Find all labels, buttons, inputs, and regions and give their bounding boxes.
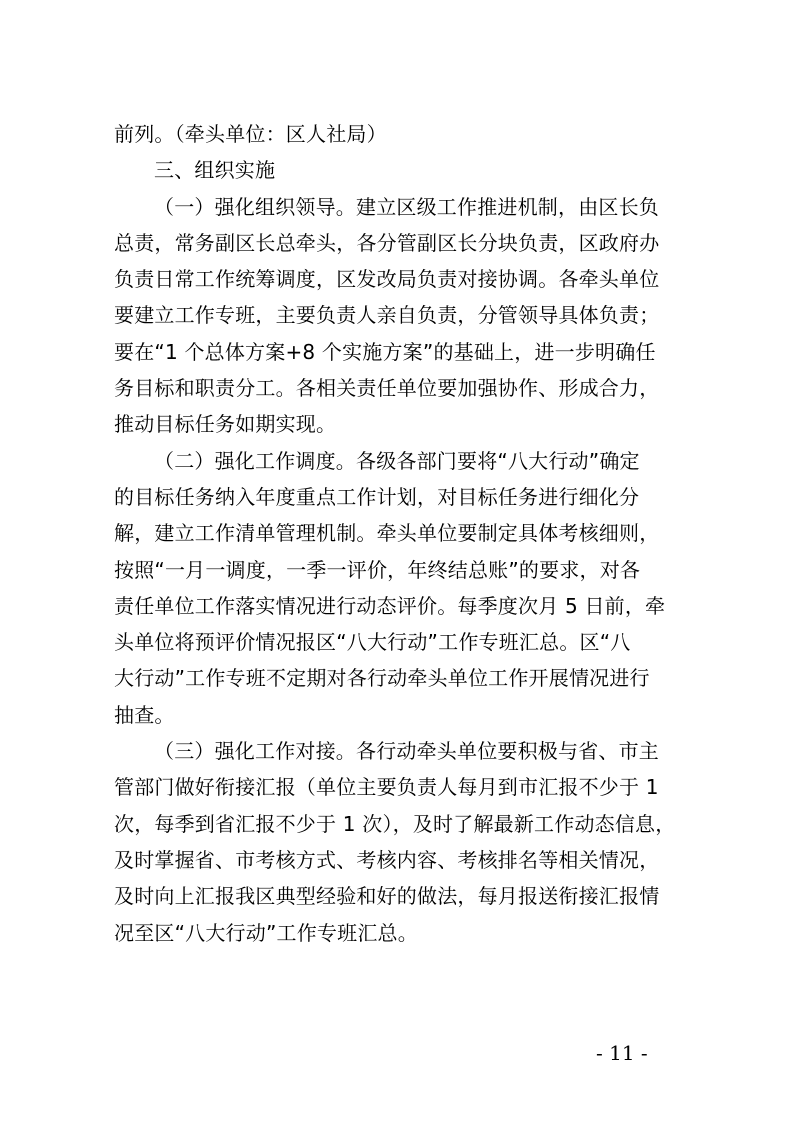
text-line: 务目标和职责分工。各相关责任单位要加强协作、形成合力，	[114, 376, 660, 401]
section-heading: 三、组织实施	[154, 158, 276, 183]
text-line: 及时掌握省、市考核方式、考核内容、考核排名等相关情况，	[114, 847, 660, 872]
text-line: 的目标任务纳入年度重点工作计划，对目标任务进行细化分	[114, 484, 640, 509]
text-line: 抽查。	[114, 702, 175, 727]
text-line: 推动目标任务如期实现。	[114, 412, 337, 437]
text-line: 况至区“八大行动”工作专班汇总。	[114, 920, 418, 945]
text-line: 责任单位工作落实情况进行动态评价。每季度次月 5 日前，牵	[114, 593, 666, 618]
text-line: 按照“一月一调度，一季一评价，年终结总账”的要求，对各	[114, 557, 641, 582]
text-line: 头单位将预评价情况报区“八大行动”工作专班汇总。区“八	[114, 630, 631, 655]
paragraph-heading-line: （三）强化工作对接。各行动牵头单位要积极与省、市主	[154, 739, 659, 764]
body-text	[114, 116, 704, 951]
text-line: 要建立工作专班，主要负责人亲自负责，分管领导具体负责；	[114, 303, 660, 328]
page-number: - 11 -	[596, 1041, 648, 1065]
text-line: 及时向上汇报我区典型经验和好的做法，每月报送衔接汇报情	[114, 884, 660, 909]
paragraph-heading-line: （二）强化工作调度。各级各部门要将“八大行动”确定	[154, 448, 640, 473]
text-line: 负责日常工作统筹调度，区发改局负责对接协调。各牵头单位	[114, 267, 660, 292]
text-line: 大行动”工作专班不定期对各行动牵头单位工作开展情况进行	[114, 666, 650, 691]
text-line: 次，每季到省汇报不少于 1 次），及时了解最新工作动态信息，	[114, 811, 676, 836]
text-line: 总责，常务副区长总牵头，各分管副区长分块负责，区政府办	[114, 230, 660, 255]
text-line: 要在“1 个总体方案+8 个实施方案”的基础上，进一步明确任	[114, 339, 656, 364]
text-line: 管部门做好衔接汇报（单位主要负责人每月到市汇报不少于 1	[114, 775, 659, 800]
text-line: 前列。（牵头单位：区人社局）	[114, 122, 387, 146]
paragraph-heading-line: （一）强化组织领导。建立区级工作推进机制，由区长负	[154, 194, 659, 219]
text-line: 解，建立工作清单管理机制。牵头单位要制定具体考核细则，	[114, 521, 660, 546]
